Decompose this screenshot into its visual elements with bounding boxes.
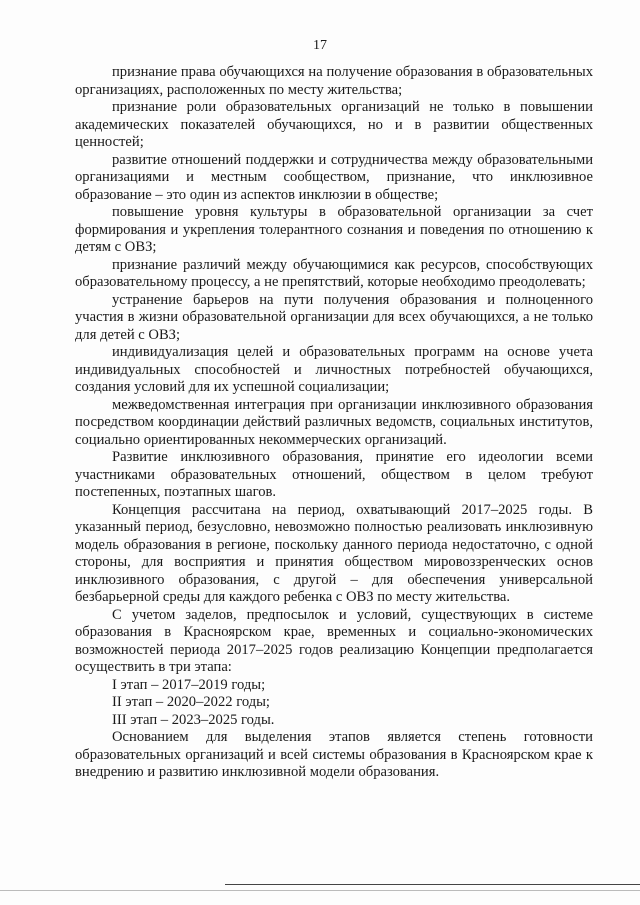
document-body	[75, 64, 593, 782]
stage-item-3: III этап – 2023–2025 годы.	[112, 711, 275, 728]
paragraph-three-stages-intro: С учетом заделов, предпосылок и условий, существующих в системе образования в Красноярском крае, временных и социально-экономических возможностей периода 2017–2025 годов реализацию Концепции предполагается осуществить в три этапа:	[75, 606, 593, 675]
paragraph-community-relations: развитие отношений поддержки и сотрудничества между образовательными организациями и местным сообществом, признание, что инклюзивное образование – это один из аспектов инклюзии в обществе;	[75, 151, 593, 203]
stage-item-1: I этап – 2017–2019 годы;	[112, 676, 266, 693]
paragraph-gradual-steps: Развитие инклюзивного образования, принятие его идеологии всеми участниками образовательных отношений, обществом в целом требуют постепенных, поэтапных шагов.	[75, 449, 593, 500]
paragraph-role-of-organizations: признание роли образовательных организаций не только в повышении академических показателей обучающихся, но и в развитии общественных ценностей;	[75, 99, 593, 150]
paragraph-culture-level: повышение уровня культуры в образовательной организации за счет формирования и укрепления толерантного сознания и поведения по отношению к детям с ОВЗ;	[75, 204, 593, 255]
paragraph-interagency-integration: межведомственная интеграция при организации инклюзивного образования посредством координации действий различных ведомств, социальных институтов, социально ориентированных некоммерческих организаций.	[75, 396, 593, 448]
paragraph-individualization: индивидуализация целей и образовательных программ на основе учета индивидуальных способностей и личностных потребностей обучающихся, создания условий для их успешной социализации;	[75, 344, 593, 395]
page-number: 17	[313, 38, 327, 53]
paragraph-right-to-education: признание права обучающихся на получение образования в образовательных организациях, расположенных по месту жительства;	[75, 64, 593, 98]
paragraph-removing-barriers: устранение барьеров на пути получения образования и полноценного участия в жизни образовательной организации для всех обучающихся, а не только для детей с ОВЗ;	[75, 291, 593, 343]
paragraph-stage-basis: Основанием для выделения этапов является степень готовности образовательных организаций и всей системы образования в Красноярском крае к внедрению и развитию инклюзивной модели образования.	[75, 729, 593, 780]
paragraph-differences-as-resources: признание различий между обучающимися как ресурсов, способствующих образовательному процессу, а не препятствий, которые необходимо преодолевать;	[75, 256, 593, 290]
paragraph-concept-period: Концепция рассчитана на период, охватывающий 2017–2025 годы. В указанный период, безусловно, невозможно полностью реализовать инклюзивную модель образования в регионе, поскольку данного периода недостаточно, с одной стороны, для восприятия и принятия обществом мировоззренческих основ инклюзивного образования, с другой – для обеспечения универсальной безбарьерной среды для каждого ребенка с ОВЗ по месту жительства.	[75, 501, 593, 605]
stage-item-2: II этап – 2020–2022 годы;	[112, 694, 270, 710]
